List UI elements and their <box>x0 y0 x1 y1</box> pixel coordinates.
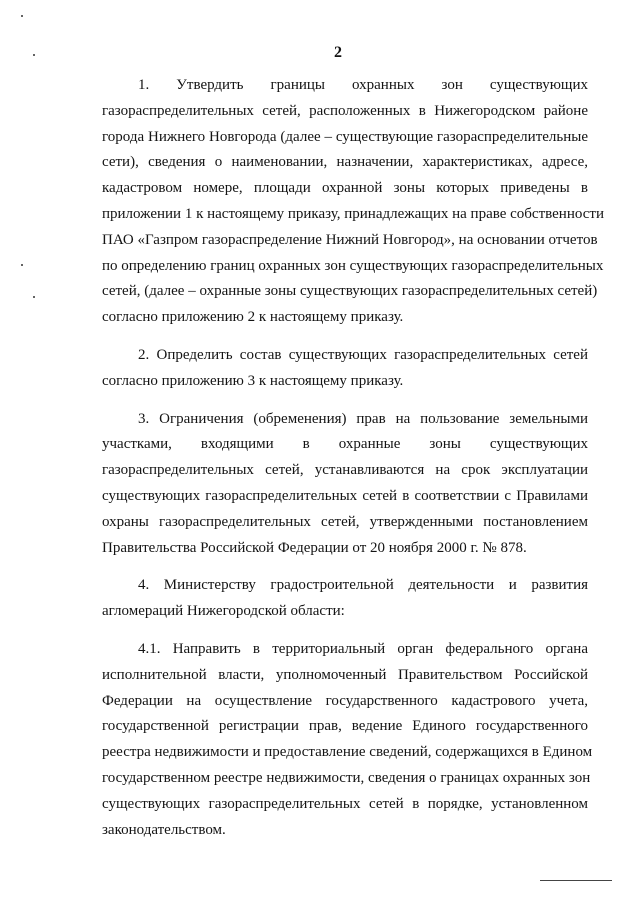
text-line: Федерации на осуществление государственного кадастрового учета, <box>102 692 588 709</box>
text-line: согласно приложению 3 к настоящему приказу. <box>102 372 404 389</box>
paragraph-3 <box>102 407 588 562</box>
document-body <box>102 73 604 855</box>
text-line: Правительства Российской Федерации от 20 ноября 2000 г. № 878. <box>102 539 527 556</box>
text-line: города Нижнего Новгорода (далее – существующие газораспределительные <box>102 128 588 145</box>
text-line: государственном реестре недвижимости, сведения о границах охранных зон <box>102 769 591 786</box>
scan-mark <box>21 264 23 266</box>
paragraph-1 <box>102 73 604 331</box>
text-line: реестра недвижимости и предоставление сведений, содержащихся в Едином <box>102 744 593 761</box>
page-number: 2 <box>334 44 342 61</box>
text-line: существующих газораспределительных сетей в порядке, установленном <box>102 795 588 812</box>
text-line: 1. Утвердить границы охранных зон существующих <box>138 77 588 93</box>
text-line: государственной регистрации прав, ведение Единого государственного <box>102 718 588 735</box>
text-line: 4.1. Направить в территориальный орган федерального органа <box>138 640 588 657</box>
paragraph-4-1 <box>102 637 593 843</box>
paragraph-4 <box>102 573 588 625</box>
footer-rule <box>540 880 612 881</box>
text-line: охраны газораспределительных сетей, утвержденными постановлением <box>102 513 588 530</box>
text-line: участками, входящими в охранные зоны существующих <box>102 436 588 453</box>
text-line: 3. Ограничения (обременения) прав на пользование земельными <box>138 410 588 427</box>
text-line: по определению границ охранных зон существующих газораспределительных <box>102 257 604 274</box>
text-line: законодательством. <box>102 821 226 838</box>
paragraph-2 <box>102 343 588 395</box>
text-line: приложении 1 к настоящему приказу, принадлежащих на праве собственности <box>102 205 604 222</box>
text-line: 2. Определить состав существующих газораспределительных сетей <box>138 346 588 363</box>
text-line: 4. Министерству градостроительной деятельности и развития <box>138 577 588 594</box>
text-line: существующих газораспределительных сетей в соответствии с Правилами <box>102 487 588 504</box>
text-line: согласно приложению 2 к настоящему приказу. <box>102 309 404 326</box>
text-line: исполнительной власти, уполномоченный Правительством Российской <box>102 666 588 683</box>
text-line: ПАО «Газпром газораспределение Нижний Новгород», на основании отчетов <box>102 231 598 248</box>
scan-mark <box>33 296 35 298</box>
text-line: газораспределительных сетей, расположенных в Нижегородском районе <box>102 102 588 119</box>
text-line: сети), сведения о наименовании, назначении, характеристиках, адресе, <box>102 154 588 171</box>
scan-mark <box>21 15 23 17</box>
text-line: газораспределительных сетей, устанавливаются на срок эксплуатации <box>102 462 588 479</box>
text-line: сетей, (далее – охранные зоны существующих газораспределительных сетей) <box>102 283 598 300</box>
text-line: агломераций Нижегородской области: <box>102 603 345 620</box>
text-line: кадастровом номере, площади охранной зоны которых приведены в <box>102 180 588 197</box>
